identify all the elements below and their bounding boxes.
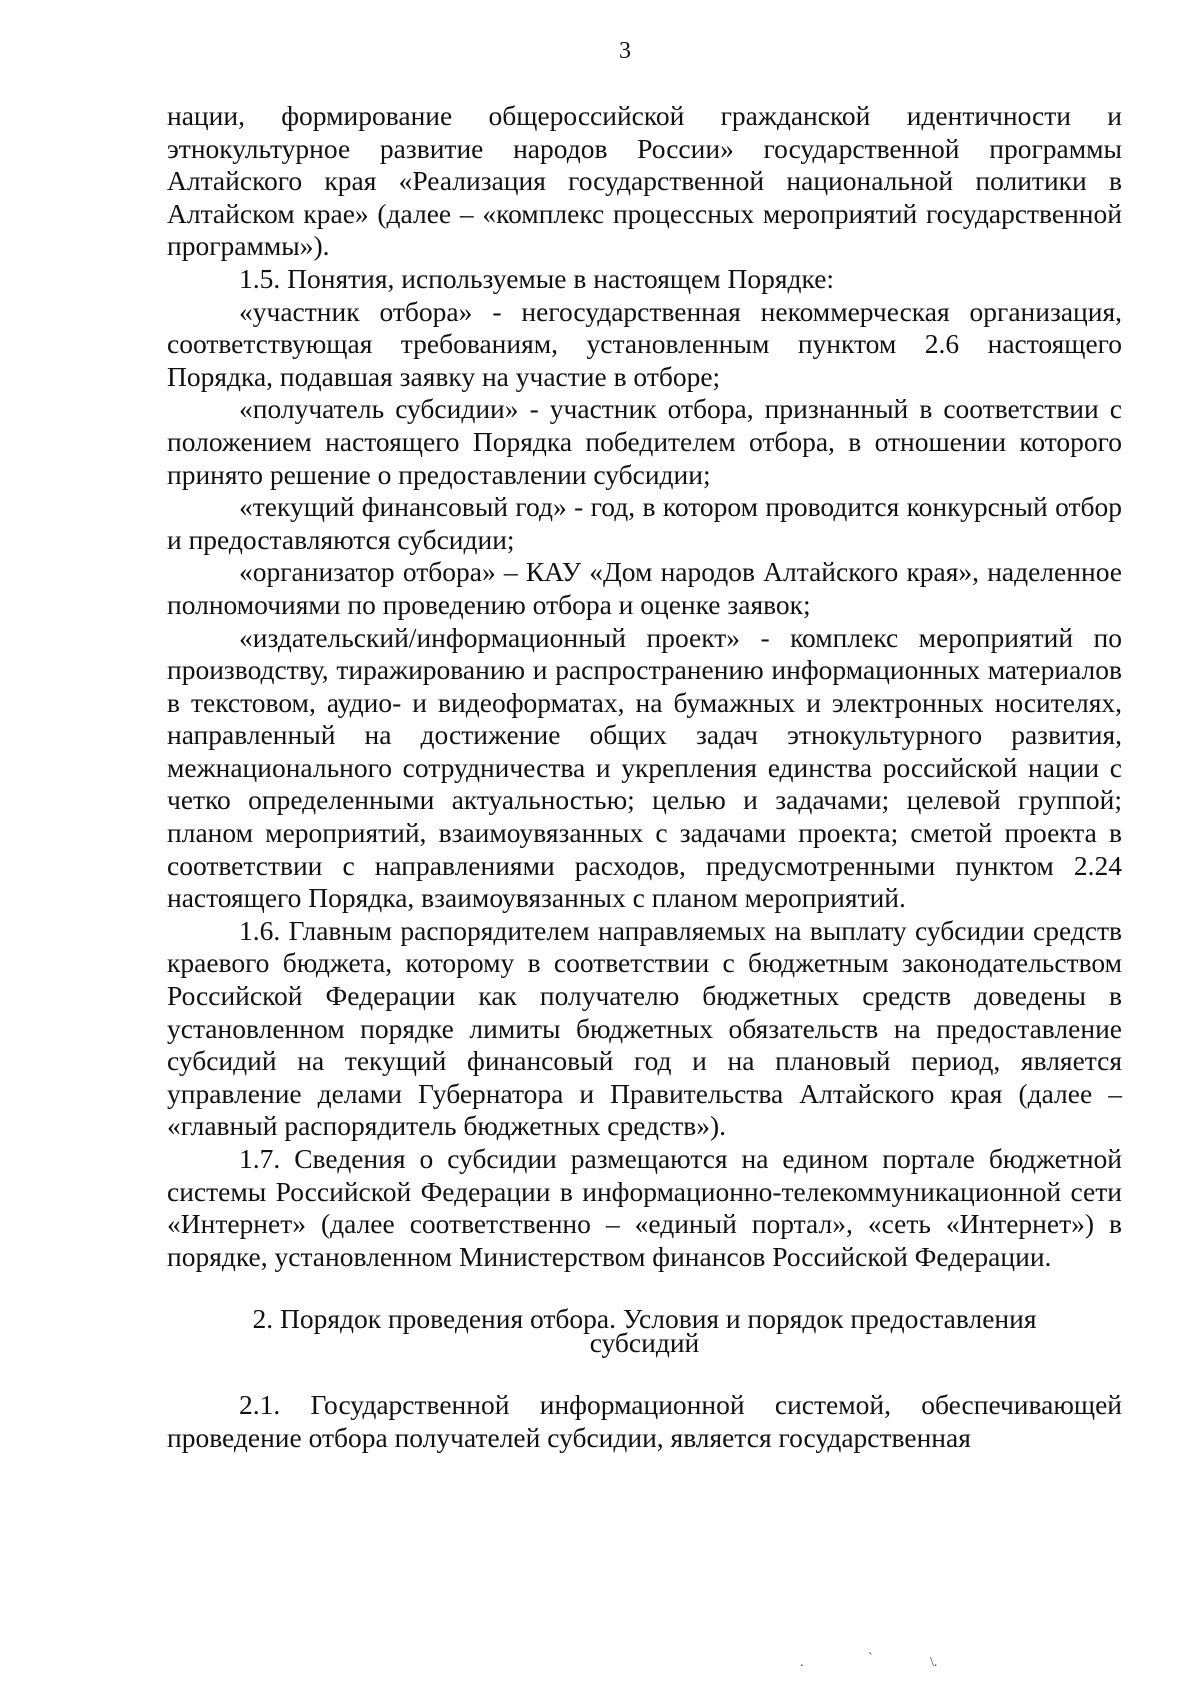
document-body xyxy=(167,100,1122,1455)
definition-current-year: «текущий финансовый год» - год, в котором проводится конкурсный отбор и предоставляются субсидии; xyxy=(167,491,1122,555)
scan-mark: . xyxy=(800,1655,804,1670)
section-heading-line1: 2. Порядок проведения отбора. Условия и порядок предоставления xyxy=(252,1303,1037,1335)
definition-publishing-project: «издательский/информационный проект» - комплекс мероприятий по производству, тиражированию и распространению информационных материалов в текстовом, аудио- и видеоформатах, на бумажных и электронных носителях, направленный на достижение общих задач этнокультурного развития, межнационального сотрудничества и укрепления единства российской нации с четко определенными актуальностью; целью и задачами; целевой группой; планом мероприятий, взаимоувязанных с задачами проекта; сметой проекта в соответствии с направлениями расходов, предусмотренными пунктом 2.24 настоящего Порядка, взаимоувязанных с планом мероприятий. xyxy=(167,621,1122,914)
paragraph-1-6: 1.6. Главным распорядителем направляемых на выплату субсидии средств краевого бюджета, которому в соответствии с бюджетным законодательством Российской Федерации как получателю бюджетных средств доведены в установленном порядке лимиты бюджетных обязательств на предоставление субсидий на текущий финансовый год и на плановый период, является управление делами Губернатора и Правительства Алтайского края (далее – «главный распорядитель бюджетных средств»). xyxy=(167,914,1122,1142)
definition-organizer: «организатор отбора» – КАУ «Дом народов Алтайского края», наделенное полномочиями по проведению отбора и оценке заявок; xyxy=(167,556,1122,620)
page-number: 3 xyxy=(619,38,631,64)
section-heading-line2: субсидий xyxy=(589,1327,700,1359)
paragraph-1-5: 1.5. Понятия, используемые в настоящем Порядке: xyxy=(239,262,835,294)
paragraph-continuation: нации, формирование общероссийской гражданской идентичности и этнокультурное развитие народов России» государственной программы Алтайского края «Реализация государственной национальной политики в Алтайском крае» (далее – «комплекс процессных мероприятий государственной программы»). xyxy=(167,100,1122,262)
scan-mark: \. xyxy=(930,1655,938,1670)
paragraph-1-7: 1.7. Сведения о субсидии размещаются на едином портале бюджетной системы Российской Федерации в информационно-телекоммуникационной сети «Интернет» (далее соответственно – «единый портал», «сеть «Интернет») в порядке, установленном Министерством финансов Российской Федерации. xyxy=(167,1143,1122,1272)
paragraph-2-1: 2.1. Государственной информационной системой, обеспечивающей проведение отбора получателей субсидии, является государственная xyxy=(167,1389,1122,1453)
section-heading xyxy=(167,1303,1122,1359)
definition-participant: «участник отбора» - негосударственная некоммерческая организация, соответствующая требованиям, установленным пунктом 2.6 настоящего Порядка, подавшая заявку на участие в отборе; xyxy=(167,295,1122,392)
definition-recipient: «получатель субсидии» - участник отбора, признанный в соответствии с положением настоящего Порядка победителем отбора, в отношении которого принято решение о предоставлении субсидии; xyxy=(167,393,1122,490)
scan-mark: ` xyxy=(868,1651,873,1666)
